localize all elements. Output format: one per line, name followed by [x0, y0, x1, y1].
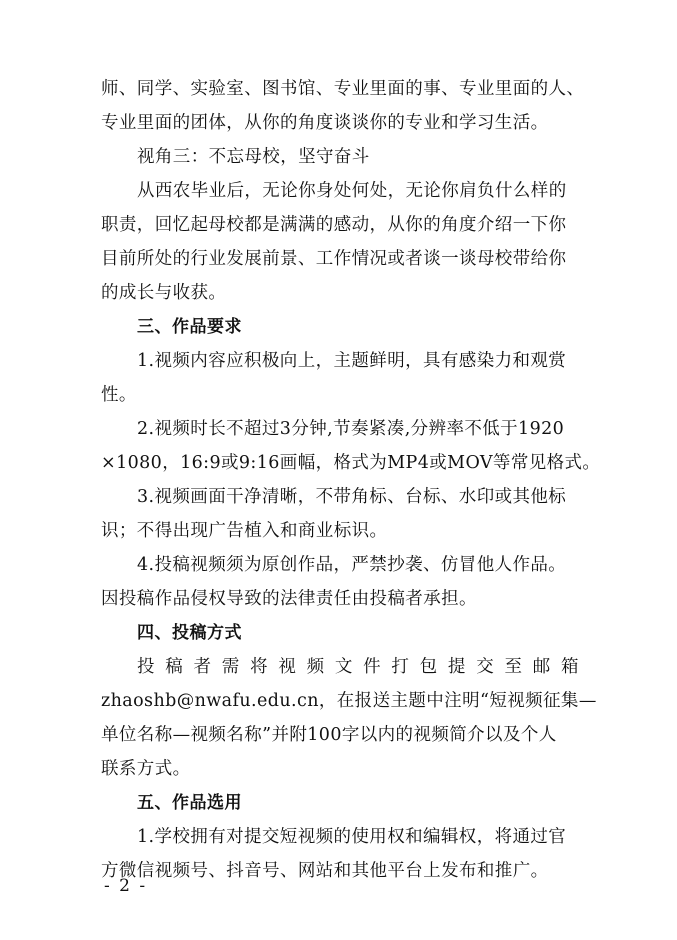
justified-char: 打 — [391, 657, 410, 677]
text-line: 1.视频内容应积极向上，主题鲜明，具有感染力和观赏 — [137, 351, 567, 371]
text-line: 性。 — [101, 385, 137, 405]
justified-char: 箱 — [560, 657, 579, 677]
text-line: 的成长与收获。 — [101, 283, 227, 303]
justified-char: 视 — [278, 657, 297, 677]
justified-char: 邮 — [532, 657, 551, 677]
justified-char: 文 — [334, 657, 353, 677]
justified-char: 交 — [476, 657, 495, 677]
text-line: 职责，回忆起母校都是满满的感动，从你的角度介绍一下你 — [101, 215, 567, 235]
text-line: 3.视频画面干净清晰，不带角标、台标、水印或其他标 — [137, 487, 567, 507]
justified-char: 提 — [447, 657, 466, 677]
text-line: 师、同学、实验室、图书馆、专业里面的事、专业里面的人、 — [101, 79, 585, 99]
justified-char: 至 — [504, 657, 523, 677]
justified-char: 包 — [419, 657, 438, 677]
text-line: 因投稿作品侵权导致的法律责任由投稿者承担。 — [101, 589, 477, 609]
justified-char: 件 — [363, 657, 382, 677]
document-body — [101, 72, 601, 888]
email-line: zhaoshb@nwafu.edu.cn，在报送主题中注明“短视频征集— — [101, 691, 597, 711]
text-line: 目前所处的行业发展前景、工作情况或者谈一谈母校带给你 — [101, 249, 567, 269]
section-heading-submission: 四、投稿方式 — [137, 623, 242, 643]
text-line: 联系方式。 — [101, 759, 191, 779]
justified-char: 投 — [137, 657, 155, 677]
justified-char: 者 — [193, 657, 212, 677]
justified-char: 将 — [250, 657, 268, 677]
justified-char: 需 — [221, 657, 240, 677]
text-line: 1.学校拥有对提交短视频的使用权和编辑权，将通过官 — [137, 827, 567, 847]
text-line: 方微信视频号、抖音号、网站和其他平台上发布和推广。 — [101, 861, 549, 881]
justified-char: 稿 — [165, 657, 184, 677]
page-number: - 2 - — [104, 876, 148, 896]
text-line: 4.投稿视频须为原创作品，严禁抄袭、仿冒他人作品。 — [137, 555, 567, 575]
section-heading-requirements: 三、作品要求 — [137, 317, 242, 337]
text-line: 2.视频时长不超过3分钟,节奏紧凑,分辨率不低于1920 — [137, 419, 565, 439]
subheading-perspective-three: 视角三：不忘母校，坚守奋斗 — [137, 147, 370, 167]
text-line: 专业里面的团体，从你的角度谈谈你的专业和学习生活。 — [101, 113, 549, 133]
text-line: ×1080，16:9或9:16画幅，格式为MP4或MOV等常见格式。 — [101, 453, 601, 473]
text-line: 识；不得出现广告植入和商业标识。 — [101, 521, 388, 541]
text-line-justified — [101, 650, 579, 684]
text-line: 单位名称—视频名称”并附100字以内的视频简介以及个人 — [101, 725, 557, 745]
section-heading-selection: 五、作品选用 — [137, 793, 242, 813]
justified-char: 频 — [306, 657, 325, 677]
text-line: 从西农毕业后，无论你身处何处，无论你肩负什么样的 — [137, 181, 567, 201]
